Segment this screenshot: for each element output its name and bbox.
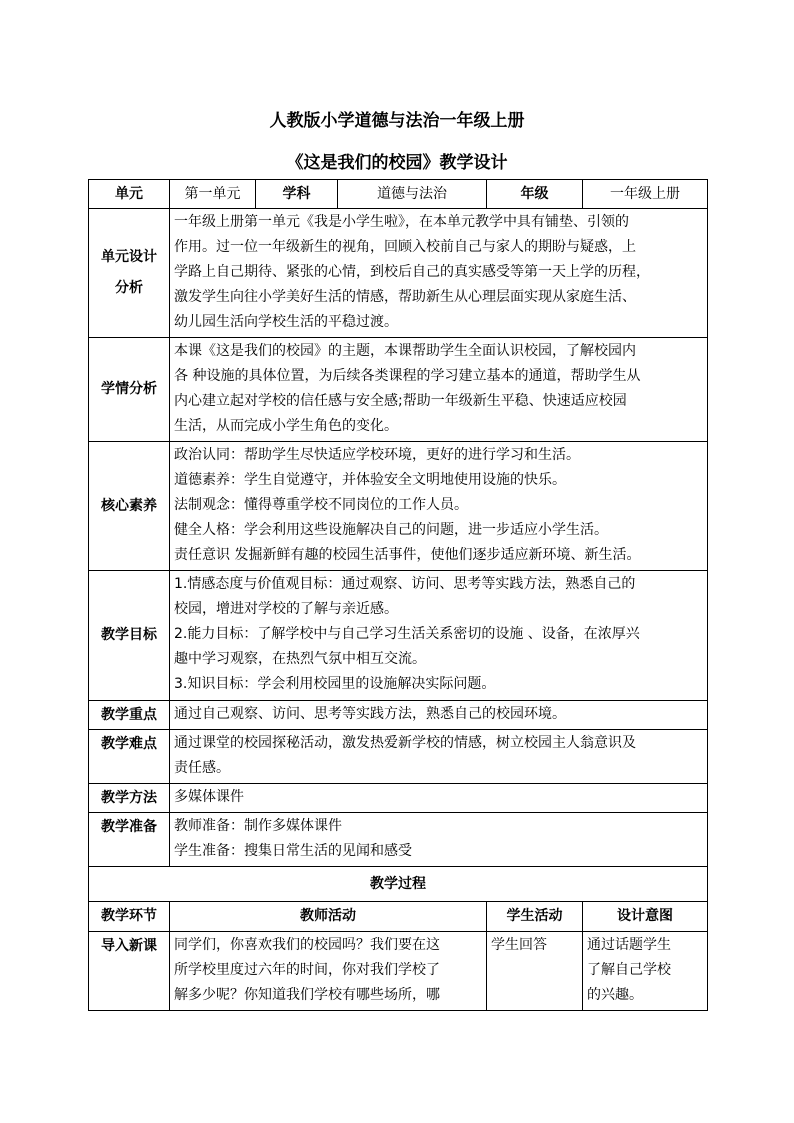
- process-title-row: [89, 867, 708, 902]
- process-header: 教学环节: [89, 902, 170, 932]
- content-line: 法制观念：懂得尊重学校不同岗位的工作人员。: [174, 497, 468, 513]
- content-line: 多媒体课件: [174, 789, 244, 805]
- section-row: [89, 701, 708, 730]
- section-label: 教学难点: [89, 730, 170, 784]
- content-line: 各 种设施的具体位置，为后续各类课程的学习建立基本的通道，帮助学生从: [174, 368, 641, 384]
- design-intent: [583, 932, 708, 1011]
- subject-value: 道德与法治: [338, 180, 487, 209]
- content-line: 作用。过一位一年级新生的视角，回顾入校前自己与家人的期盼与疑惑，上: [174, 239, 636, 255]
- content-line: 趣中学习观察，在热烈气氛中相互交流。: [174, 651, 426, 667]
- content-line: 校园，增进对学校的了解与亲近感。: [174, 601, 398, 617]
- process-row: [89, 932, 708, 1011]
- section-content: [170, 813, 708, 867]
- content-line: 教师准备：制作多媒体课件: [174, 818, 342, 834]
- section-content: [170, 209, 708, 338]
- content-line: 3.知识目标：学会利用校园里的设施解决实际问题。: [174, 676, 496, 692]
- unit-label: 单元: [89, 180, 170, 209]
- section-content: [170, 338, 708, 442]
- student-activity: 学生回答: [487, 932, 583, 1011]
- content-line: 政治认同：帮助学生尽快适应学校环境，更好的进行学习和生活。: [174, 447, 580, 463]
- content-line: 责任感。: [174, 760, 230, 776]
- section-content: [170, 442, 708, 571]
- content-line: 2.能力目标：了解学校中与自己学习生活关系密切的设施 、设备，在浓厚兴: [174, 626, 640, 642]
- section-content: [170, 784, 708, 813]
- section-row: [89, 784, 708, 813]
- document-subtitle: 《这是我们的校园》教学设计: [286, 153, 508, 173]
- section-row: [89, 813, 708, 867]
- info-row: [89, 180, 708, 209]
- content-line: 内心建立起对学校的信任感与安全感;帮助一年级新生平稳、快速适应校园: [174, 393, 627, 409]
- content-line: 通过自己观察、访问、思考等实践方法，熟悉自己的校园环境。: [174, 706, 566, 722]
- section-row: [89, 730, 708, 784]
- content-line: 健全人格：学会利用这些设施解决自己的问题，进一步适应小学生活。: [174, 522, 608, 538]
- process-stage: 导入新课: [89, 932, 170, 1011]
- lesson-plan-table: [88, 179, 708, 1011]
- process-title: 教学过程: [89, 867, 708, 902]
- section-label: 学情分析: [89, 338, 170, 442]
- section-label: [89, 209, 170, 338]
- content-line: 幼儿园生活向学校生活的平稳过渡。: [174, 314, 398, 330]
- section-label-line: 分析: [115, 280, 143, 296]
- intent-line: 的兴趣。: [587, 987, 643, 1003]
- section-row: [89, 442, 708, 571]
- section-content: [170, 701, 708, 730]
- section-label: 教学准备: [89, 813, 170, 867]
- content-line: 学路上自己期待、紧张的心情，到校后自己的真实感受等第一天上学的历程，: [174, 264, 650, 280]
- content-line: 责任意识 发掘新鲜有趣的校园生活事件，使他们逐步适应新环境、新生活。: [174, 547, 641, 563]
- process-header: 设计意图: [583, 902, 708, 932]
- subject-label: 学科: [256, 180, 338, 209]
- grade-value: 一年级上册: [583, 180, 708, 209]
- section-content: [170, 730, 708, 784]
- teacher-line: 所学校里度过六年的时间，你对我们学校了: [174, 962, 440, 978]
- intent-line: 了解自己学校: [587, 962, 671, 978]
- section-row: [89, 209, 708, 338]
- grade-label: 年级: [487, 180, 583, 209]
- document-title: 人教版小学道德与法治一年级上册: [269, 111, 525, 131]
- content-line: 通过课堂的校园探秘活动，激发热爱新学校的情感，树立校园主人翁意识及: [174, 735, 636, 751]
- teacher-line: 同学们，你喜欢我们的校园吗？我们要在这: [174, 937, 440, 953]
- unit-value: 第一单元: [170, 180, 256, 209]
- content-line: 一年级上册第一单元《我是小学生啦》，在本单元教学中具有铺垫、引领的: [174, 214, 629, 230]
- section-label: 教学目标: [89, 571, 170, 701]
- process-header-row: [89, 902, 708, 932]
- teacher-activity: [170, 932, 487, 1011]
- process-header: 学生活动: [487, 902, 583, 932]
- content-line: 1.情感态度与价值观目标：通过观察、访问、思考等实践方法，熟悉自己的: [174, 576, 636, 592]
- content-line: 生活，从而完成小学生角色的变化。: [174, 418, 398, 434]
- section-label: 教学方法: [89, 784, 170, 813]
- process-header: 教师活动: [170, 902, 487, 932]
- section-label: 教学重点: [89, 701, 170, 730]
- section-label-line: 单元设计: [101, 249, 157, 265]
- teacher-line: 解多少呢？你知道我们学校有哪些场所，哪: [174, 987, 440, 1003]
- intent-line: 通过话题学生: [587, 937, 671, 953]
- section-row: [89, 571, 708, 701]
- section-row: [89, 338, 708, 442]
- section-content: [170, 571, 708, 701]
- content-line: 本课《这是我们的校园》的主题，本课帮助学生全面认识校园，了解校园内: [174, 343, 636, 359]
- section-label: 核心素养: [89, 442, 170, 571]
- content-line: 激发学生向往小学美好生活的情感，帮助新生从心理层面实现从家庭生活、: [174, 289, 636, 305]
- content-line: 道德素养：学生自觉遵守，并体验安全文明地使用设施的快乐。: [174, 472, 566, 488]
- content-line: 学生准备：搜集日常生活的见闻和感受: [174, 843, 412, 859]
